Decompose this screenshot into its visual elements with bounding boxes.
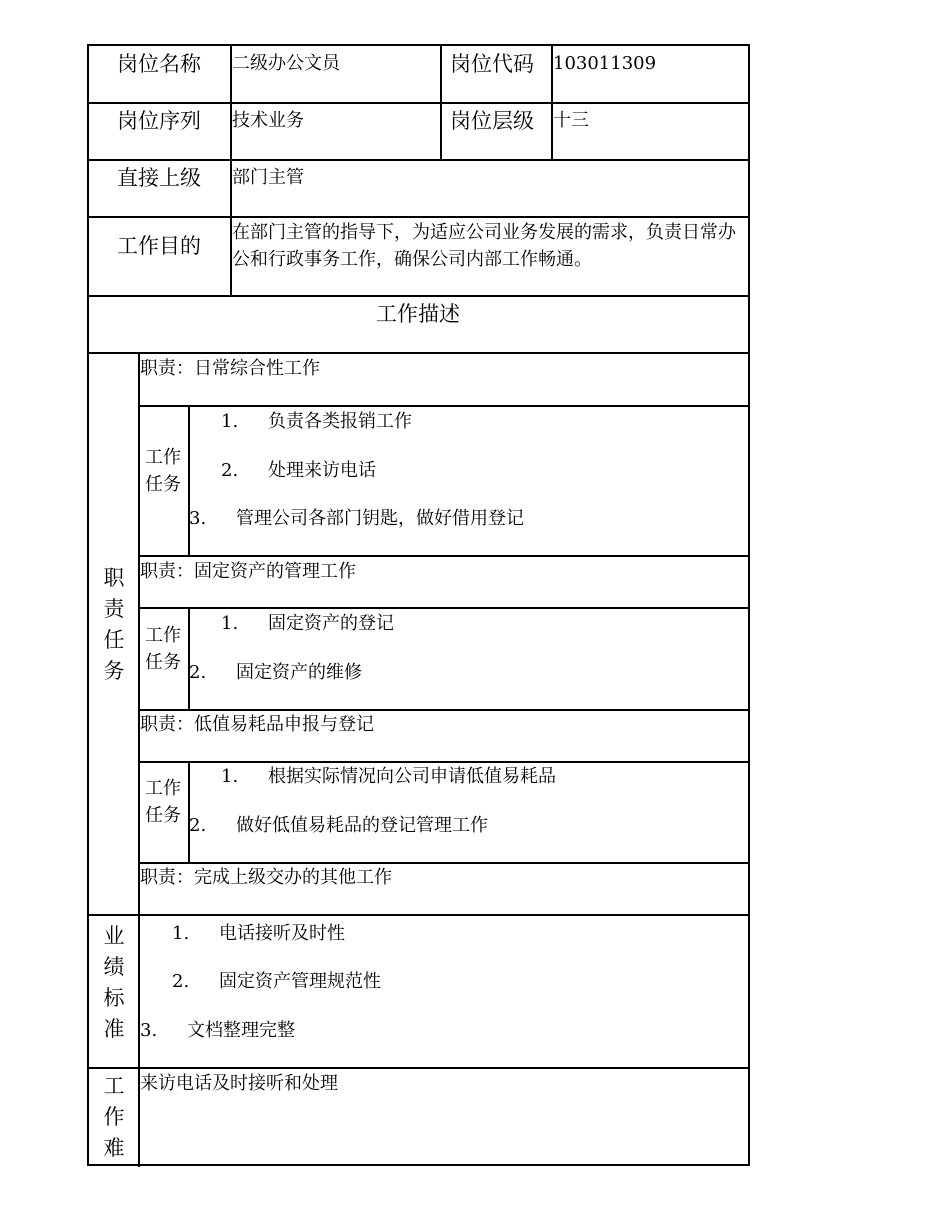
performance-label-char: 绩 — [103, 955, 125, 979]
task-item: 1. 固定资产的登记 — [221, 613, 394, 634]
task-label: 工作任务 — [145, 778, 181, 826]
task-item: 2. 处理来访电话 — [221, 460, 376, 481]
task-item: 1. 根据实际情况向公司申请低值易耗品 — [221, 766, 556, 787]
work-description-title: 工作描述 — [376, 302, 460, 326]
duty-title: 职责：固定资产的管理工作 — [140, 561, 356, 582]
position-name-value: 二级办公文员 — [232, 53, 340, 74]
task-label: 工作任务 — [145, 447, 181, 495]
duties-label-char: 任 — [103, 628, 125, 652]
duty-title: 职责：完成上级交办的其他工作 — [140, 867, 392, 888]
performance-item: 3. 文档整理完整 — [140, 1020, 295, 1041]
position-series-label: 岗位序列 — [117, 109, 201, 133]
performance-label-char: 标 — [103, 986, 125, 1010]
supervisor-value: 部门主管 — [232, 167, 304, 188]
position-code-value: 103011309 — [553, 53, 657, 74]
duties-label-char: 责 — [103, 597, 125, 621]
difficulty-label-char: 工 — [103, 1074, 125, 1098]
task-label: 工作任务 — [145, 625, 181, 673]
task-item: 3. 管理公司各部门钥匙，做好借用登记 — [189, 508, 524, 529]
task-item: 2. 做好低值易耗品的登记管理工作 — [189, 815, 488, 836]
difficulty-text: 来访电话及时接听和处理 — [140, 1073, 338, 1094]
duties-label-char: 务 — [103, 659, 125, 683]
position-level-label: 岗位层级 — [450, 109, 534, 133]
purpose-label: 工作目的 — [117, 234, 201, 258]
performance-item: 1. 电话接听及时性 — [172, 923, 345, 944]
duties-label-char: 职 — [103, 566, 125, 590]
position-series-value: 技术业务 — [232, 110, 304, 131]
position-code-label: 岗位代码 — [450, 52, 534, 76]
position-level-value: 十三 — [553, 110, 589, 131]
difficulty-label-char: 作 — [103, 1105, 125, 1129]
task-item: 2. 固定资产的维修 — [189, 662, 362, 683]
performance-label-char: 准 — [103, 1017, 125, 1041]
task-item: 1. 负责各类报销工作 — [221, 411, 412, 432]
performance-label-char: 业 — [103, 924, 125, 948]
purpose-value: 在部门主管的指导下，为适应公司业务发展的需求，负责日常办公和行政事务工作，确保公司内部工作畅通。 — [232, 222, 736, 270]
duty-title: 职责：日常综合性工作 — [140, 358, 320, 379]
supervisor-label: 直接上级 — [117, 166, 201, 190]
difficulty-label-char: 难 — [103, 1136, 125, 1160]
position-name-label: 岗位名称 — [117, 52, 201, 76]
performance-item: 2. 固定资产管理规范性 — [172, 971, 381, 992]
duty-title: 职责：低值易耗品申报与登记 — [140, 714, 374, 735]
